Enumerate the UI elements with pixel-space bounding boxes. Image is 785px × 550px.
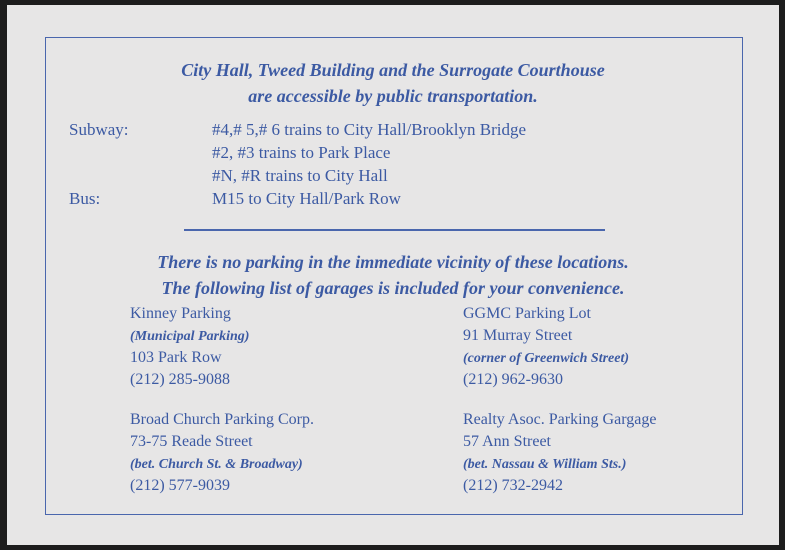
subway-line-3: #N, #R trains to City Hall [212, 166, 388, 185]
garage-2-note: (corner of Greenwich Street) [463, 351, 630, 366]
parking-note-line-2: The following list of garages is included for your convenience. [161, 278, 625, 298]
parking-note-line-1: There is no parking in the immediate vicinity of these locations. [157, 252, 629, 272]
subway-line-1: #4,# 5,# 6 trains to City Hall/Brooklyn Bridge [212, 120, 527, 139]
garage-1-name: Kinney Parking [130, 305, 231, 322]
bus-line: M15 to City Hall/Park Row [212, 189, 401, 208]
garage-4-address: 57 Ann Street [463, 433, 551, 450]
garage-3-address: 73-75 Reade Street [130, 433, 253, 450]
garage-2-name: GGMC Parking Lot [463, 305, 591, 322]
garage-3-note: (bet. Church St. & Broadway) [130, 457, 303, 472]
garage-3-phone: (212) 577-9039 [130, 477, 230, 494]
garage-4-note: (bet. Nassau & William Sts.) [463, 457, 627, 472]
subway-label: Subway: [69, 120, 129, 139]
info-card [7, 5, 779, 545]
garage-4-phone: (212) 732-2942 [463, 477, 563, 494]
bus-label: Bus: [69, 189, 101, 208]
garage-1-address: 103 Park Row [130, 349, 222, 366]
garage-4-name: Realty Asoc. Parking Gargage [463, 411, 657, 428]
garage-2-address: 91 Murray Street [463, 327, 573, 344]
heading-line-1: City Hall, Tweed Building and the Surrogate Courthouse [181, 60, 605, 80]
garage-1-note: (Municipal Parking) [130, 329, 250, 344]
subway-line-2: #2, #3 trains to Park Place [212, 143, 391, 162]
garage-2-phone: (212) 962-9630 [463, 371, 563, 388]
heading-line-2: are accessible by public transportation. [248, 86, 538, 106]
garage-1-phone: (212) 285-9088 [130, 371, 230, 388]
garage-3-name: Broad Church Parking Corp. [130, 411, 314, 428]
divider [184, 229, 605, 231]
